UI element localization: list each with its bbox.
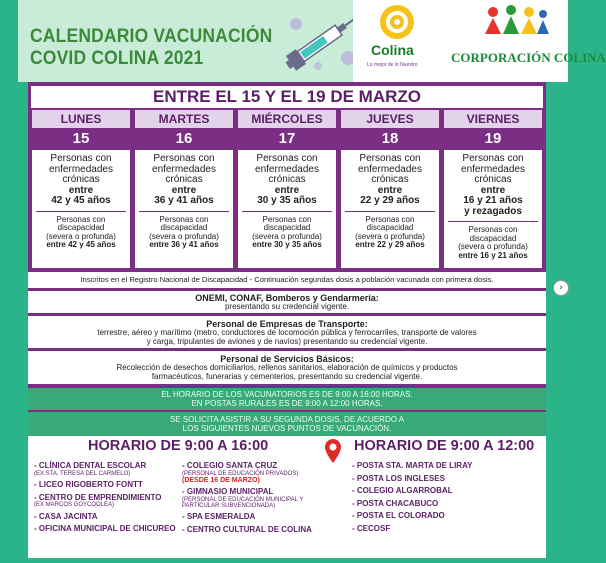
day-age-range: 30 y 35 años [257, 195, 317, 206]
vaccination-point-note: (EX STA. TERESA DEL CARMELO) [34, 470, 131, 477]
day-name-3: JUEVES [341, 110, 439, 128]
left-schedule-col-2 [182, 462, 328, 539]
day-number-2: 17 [278, 130, 296, 147]
day-text: Personas con [359, 153, 421, 164]
vaccination-point [182, 513, 328, 522]
corporacion-logo-text: CORPORACIÓN COLINA [451, 50, 606, 65]
day-subtext: discapacidad [263, 223, 311, 232]
chevron-right-icon[interactable]: › [553, 280, 569, 296]
poster-header [18, 0, 353, 82]
vaccination-point [34, 494, 182, 509]
vaccination-point [182, 526, 328, 535]
day-age-range: 16 y 21 años [463, 195, 523, 206]
vaccination-point [34, 513, 182, 522]
servicios-title: Personal de Servicios Básicos: [220, 354, 354, 364]
vaccination-point [182, 462, 328, 484]
discapacidad-group [238, 212, 336, 250]
title-line-1: CALENDARIO VACUNACIÓN [30, 26, 273, 47]
day-name-2: MIÉRCOLES [238, 110, 336, 128]
schedule-panel [28, 82, 546, 412]
vaccination-point-name: - GIMNASIO MUNICIPAL [182, 487, 274, 496]
vaccination-points [28, 436, 546, 558]
discapacidad-group [444, 222, 542, 260]
vaccination-point-name: - POSTA LOS INGLESES [352, 473, 445, 483]
day-subtext: Personas con [365, 214, 415, 224]
day-subtext: discapacidad [469, 233, 517, 243]
vaccination-point [352, 512, 542, 521]
onemi-box [28, 291, 546, 313]
logos-area [353, 0, 606, 82]
horario-note-line-1: EL HORARIO DE LOS VACUNATORIOS ES DE 9:00 A 16:00 HORAS. [161, 390, 413, 399]
day-cell-2 [238, 150, 336, 268]
day-cell-0 [32, 150, 130, 268]
right-schedule-title: HORARIO DE 9:00 A 12:00 [354, 438, 535, 454]
discapacidad-group [135, 212, 233, 250]
vaccination-point [182, 488, 328, 509]
vaccination-point [34, 462, 182, 477]
discapacidad-group [341, 212, 439, 250]
segunda-dosis-note [28, 412, 546, 436]
vaccination-point-name: - POSTA STA. MARTA DE LIRAY [352, 461, 473, 470]
day-text: crónicas [165, 174, 203, 185]
vaccination-point [352, 500, 542, 509]
day-age-range: entre [68, 184, 94, 196]
transporte-text-1: terrestre, aéreo y marítimo (metro, conductores de locomoción pública y ferrocarriles, transporte de valores [97, 328, 477, 337]
day-subtext: (severa o profunda) [149, 231, 219, 241]
vaccination-point [352, 487, 542, 496]
day-text: enfermedades [255, 163, 319, 175]
enfermedades-cronicas-group [32, 150, 130, 207]
day-number-1: 16 [175, 130, 193, 147]
onemi-title: ONEMI, CONAF, Bomberos y Gendarmería: [195, 293, 379, 303]
day-sub-age-range: entre 22 y 29 años [355, 240, 425, 249]
day-subtext: (severa o profunda) [252, 231, 322, 241]
day-text: crónicas [268, 174, 306, 185]
vaccination-point-name: - CASA JACINTA [34, 511, 98, 521]
map-pin-icon [324, 438, 342, 464]
day-age-range: 42 y 45 años [51, 195, 111, 206]
day-name-1: MARTES [135, 110, 233, 128]
day-text: crónicas [371, 174, 409, 185]
day-subtext: discapacidad [57, 223, 105, 232]
vaccination-point-name: - CLÍNICA DENTAL ESCOLAR [34, 461, 147, 470]
day-age-range: entre [171, 184, 197, 196]
day-name-0: LUNES [32, 110, 130, 128]
day-number-0: 15 [72, 130, 90, 147]
day-text: Personas con [256, 153, 318, 164]
poster-title [30, 26, 272, 70]
segunda-note-line-2: LOS SIGUIENTES NUEVOS PUNTOS DE VACUNACIÓN. [182, 424, 392, 433]
day-subtext: Personas con [468, 225, 518, 234]
servicios-box [28, 351, 546, 384]
day-subtext: discapacidad [366, 223, 414, 232]
vaccination-point-name: - CECOSF [352, 523, 391, 533]
day-sub-age-range: entre 16 y 21 años [458, 250, 528, 260]
vaccination-point-name: - COLEGIO SANTA CRUZ [182, 461, 278, 470]
vaccination-point-note: (PERSONAL DE EDUCACIÓN MUNICIPAL Y PARTICULAR SUBVENCIONADA) [182, 496, 304, 509]
day-text: Personas con [50, 153, 112, 164]
dates-banner: ENTRE EL 15 Y EL 19 DE MARZO [28, 86, 546, 108]
day-sub-age-range: entre 42 y 45 años [46, 240, 116, 249]
vaccination-point-name: - CENTRO CULTURAL DE COLINA [182, 525, 312, 534]
vaccination-point-name: - LICEO RIGOBERTO FONTT [34, 480, 143, 489]
left-schedule-title: HORARIO DE 9:00 A 16:00 [88, 438, 269, 454]
discapacidad-group [32, 212, 130, 250]
horario-note-line-2: EN POSTAS RURALES ES DE 9:00 A 12:00 HORAS. [191, 399, 383, 408]
left-schedule-col-1 [34, 462, 182, 538]
day-cell-4 [444, 150, 542, 268]
day-age-range: 22 y 29 años [360, 195, 420, 206]
vaccination-point-name: - OFICINA MUNICIPAL DE CHICUREO [34, 524, 176, 534]
day-text: enfermedades [358, 163, 422, 175]
day-subtext: (severa o profunda) [46, 231, 116, 241]
enfermedades-cronicas-group [341, 150, 439, 207]
day-subtext: Personas con [56, 214, 106, 224]
day-age-range: entre [377, 184, 403, 196]
vaccination-point-name: - SPA ESMERALDA [182, 512, 256, 522]
day-cell-3 [341, 150, 439, 268]
vaccination-point-note: (EX MARCOS GOYCOOLEA) [34, 502, 115, 509]
day-subtext: (severa o profunda) [458, 242, 528, 251]
enfermedades-cronicas-group [135, 150, 233, 207]
segunda-note-line-1: SE SOLICITA ASISTIR A SU SEGUNDA DOSIS, DE ACUERDO A [169, 415, 405, 424]
day-cell-1 [135, 150, 233, 268]
vaccination-point [352, 462, 542, 471]
day-sub-age-range: entre 36 y 41 años [149, 240, 219, 249]
transporte-title: Personal de Empresas de Transporte: [206, 319, 368, 329]
vaccination-point-name: - COLEGIO ALGARROBAL [352, 486, 453, 496]
colina-tagline: Lo mejor de lo Nuestro [367, 62, 418, 68]
enfermedades-cronicas-group [444, 150, 542, 217]
day-subtext: discapacidad [160, 223, 208, 232]
day-text: crónicas [62, 174, 100, 185]
day-text: crónicas [474, 174, 512, 185]
transporte-box [28, 316, 546, 348]
day-text: enfermedades [461, 163, 525, 175]
vaccination-point-name: - POSTA EL COLORADO [352, 511, 445, 521]
enfermedades-cronicas-group [238, 150, 336, 207]
servicios-text-2: farmacéuticos, funerarias y cementerios, presentando su credencial vigente. [151, 371, 423, 381]
day-sub-age-range: entre 30 y 35 años [252, 240, 322, 249]
vaccination-point [352, 475, 542, 484]
vaccination-point [34, 525, 182, 534]
vaccination-point [352, 525, 542, 534]
onemi-text: presentando su credencial vigente. [224, 302, 350, 311]
vaccination-point-date: (DESDE 16 DE MARZO) [182, 477, 260, 484]
day-number-4: 19 [484, 130, 502, 147]
colina-logo-text: Colina [371, 42, 414, 58]
day-number-3: 18 [381, 130, 399, 147]
vaccination-point-name: - POSTA CHACABUCO [352, 498, 439, 508]
day-text: enfermedades [152, 163, 216, 175]
right-schedule-list [352, 462, 542, 538]
registry-note: Inscritos en el Registro Nacional de Discapacidad - Continuación segundas dosis a población vacunada con primera dosis. [28, 272, 546, 288]
day-text: Personas con [462, 153, 524, 164]
title-line-2: COVID COLINA 2021 [30, 48, 204, 69]
day-age-range: entre [480, 184, 506, 196]
servicios-text-1: Recolección de desechos domiciliarios, rellenos sanitarios, elaboración de químicos y productos [116, 363, 458, 372]
day-subtext: Personas con [262, 214, 312, 224]
day-age-range: y rezagados [464, 205, 522, 217]
day-subtext: Personas con [159, 214, 209, 224]
day-subtext: (severa o profunda) [355, 231, 425, 241]
transporte-text-2: y carga, tripulantes de aviones y de navíos) presentando su credencial vigente. [146, 336, 428, 346]
corporacion-logo-icon [481, 4, 551, 40]
vaccination-point-note: (PERSONAL DE EDUCACIÓN PRIVADOS) [182, 470, 299, 477]
day-text: Personas con [153, 153, 215, 164]
vaccination-point [34, 481, 182, 490]
day-text: enfermedades [49, 163, 113, 175]
day-age-range: entre [274, 184, 300, 196]
horario-note [28, 388, 546, 410]
day-name-4: VIERNES [444, 110, 542, 128]
vaccination-point-name: - CENTRO DE EMPRENDIMIENTO [34, 492, 162, 502]
day-age-range: 36 y 41 años [154, 195, 214, 206]
